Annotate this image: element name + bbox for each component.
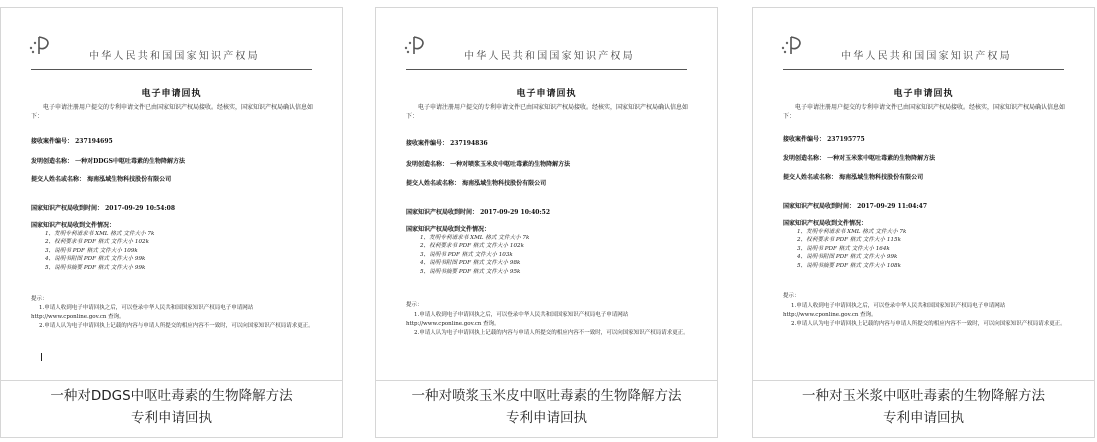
file-item: 2、权利要求书 PDF 格式 文件大小 102k <box>45 239 149 246</box>
submitter-name: 提交人姓名或名称： 海南泓域生物科技股份有限公司 <box>31 176 172 183</box>
org-name: 中华人民共和国国家知识产权局 <box>464 51 635 62</box>
file-item: 5、说明书摘要 PDF 格式 文件大小 95k <box>420 268 521 275</box>
invention-name: 发明创造名称： 一种对玉米浆中呕吐毒素的生物降解方法 <box>783 155 936 162</box>
file-list <box>797 228 906 270</box>
header-rule <box>783 69 1064 70</box>
caption-title: 一种对玉米浆中呕吐毒素的生物降解方法 <box>802 388 1045 404</box>
file-item: 2、权利要求书 PDF 格式 文件大小 102k <box>420 243 524 250</box>
cnipa-logo-icon <box>27 34 55 56</box>
receipt-card-1[interactable] <box>0 7 343 438</box>
card-caption[interactable] <box>1 385 342 429</box>
receipt-card-2[interactable] <box>375 7 718 438</box>
file-list <box>45 230 154 272</box>
file-item: 1、发明专利请求书 XML 格式 文件大小 7k <box>420 235 530 241</box>
caption-title: 一种对喷浆玉米皮中呕吐毒素的生物降解方法 <box>411 388 682 404</box>
receipt-number: 接收案件编号： 237195775 <box>783 136 865 143</box>
cnipa-logo-icon <box>779 34 807 56</box>
org-name: 中华人民共和国国家知识产权局 <box>841 51 1012 62</box>
caption-title: 一种对DDGS中呕吐毒素的生物降解方法 <box>50 388 293 404</box>
tip-2: 2.申请人认为电子申请回执上记载的内容与申请人所提交的相应内容不一致时，可以向国家知识产权局请求更正。 <box>791 321 1066 327</box>
submitter-name: 提交人姓名或名称： 海南泓域生物科技股份有限公司 <box>406 180 547 187</box>
submitter-name: 提交人姓名或名称： 海南泓域生物科技股份有限公司 <box>783 174 924 181</box>
file-item: 5、说明书摘要 PDF 格式 文件大小 99k <box>45 264 146 271</box>
header-rule <box>31 69 312 70</box>
file-item: 2、权利要求书 PDF 格式 文件大小 115k <box>797 237 901 244</box>
caption-subtitle: 专利申请回执 <box>131 410 212 426</box>
receipt-title: 电子申请回执 <box>516 89 577 99</box>
cnipa-logo-icon <box>402 34 430 56</box>
receipt-title: 电子申请回执 <box>141 89 202 99</box>
tip-2: 2.申请人认为电子申请回执上记载的内容与申请人所提交的相应内容不一致时，可以向国家知识产权局请求更正。 <box>39 323 314 329</box>
files-heading: 国家知识产权局收到文件情况： <box>783 220 868 227</box>
files-heading: 国家知识产权局收到文件情况： <box>31 222 116 229</box>
receipt-intro: 电子申请注册用户提交的专利申请文件已由国家知识产权局接收。经核实，国家知识产权局确认信息如下： <box>31 104 314 120</box>
file-list <box>420 234 529 276</box>
org-name: 中华人民共和国国家知识产权局 <box>89 51 260 62</box>
file-item: 1、发明专利请求书 XML 格式 文件大小 7k <box>45 231 155 237</box>
file-item: 3、说明书 PDF 格式 文件大小 164k <box>797 245 890 252</box>
tip-1: 1.申请人收到电子申请回执之后，可以登录中华人民共和国国家知识产权局电子申请网站 http://www.cponline.gov.cn 查询。 <box>783 303 1006 318</box>
file-item: 4、说明书附图 PDF 格式 文件大小 98k <box>420 260 521 267</box>
receipt-intro: 电子申请注册用户提交的专利申请文件已由国家知识产权局接收。经核实，国家知识产权局确认信息如下： <box>406 104 689 120</box>
file-item: 1、发明专利请求书 XML 格式 文件大小 7k <box>797 229 907 235</box>
receipt-document-image[interactable] <box>1 8 342 381</box>
receipt-intro: 电子申请注册用户提交的专利申请文件已由国家知识产权局接收。经核实，国家知识产权局确认信息如下： <box>783 104 1066 120</box>
file-item: 3、说明书 PDF 格式 文件大小 103k <box>420 251 513 258</box>
received-time: 国家知识产权局收到时间： 2017-09-29 10:54:08 <box>31 205 176 212</box>
received-time: 国家知识产权局收到时间： 2017-09-29 10:40:52 <box>406 209 551 216</box>
receipt-document-image[interactable] <box>753 8 1094 381</box>
files-heading: 国家知识产权局收到文件情况： <box>406 226 491 233</box>
invention-name: 发明创造名称： 一种对DDGS中呕吐毒素的生物降解方法 <box>31 158 185 165</box>
file-item: 4、说明书附图 PDF 格式 文件大小 99k <box>797 254 898 261</box>
tips-heading: 提示： <box>31 296 48 302</box>
receipt-document-image[interactable] <box>376 8 717 381</box>
card-caption[interactable] <box>376 385 717 429</box>
tips-heading: 提示： <box>783 293 800 299</box>
text-cursor <box>41 353 42 361</box>
file-item: 4、说明书附图 PDF 格式 文件大小 99k <box>45 256 146 263</box>
receipt-card-3[interactable] <box>752 7 1095 438</box>
card-caption[interactable] <box>753 385 1094 429</box>
receipt-number: 接收案件编号： 237194695 <box>31 138 113 145</box>
invention-name: 发明创造名称： 一种对喷浆玉米皮中呕吐毒素的生物降解方法 <box>406 161 571 168</box>
tip-2: 2.申请人认为电子申请回执上记载的内容与申请人所提交的相应内容不一致时，可以向国家知识产权局请求更正。 <box>414 330 689 336</box>
received-time: 国家知识产权局收到时间： 2017-09-29 11:04:47 <box>783 203 928 210</box>
receipt-number: 接收案件编号： 237194836 <box>406 140 488 147</box>
tip-1: 1.申请人收到电子申请回执之后，可以登录中华人民共和国国家知识产权局电子申请网站 http://www.cponline.gov.cn 查询。 <box>406 312 629 327</box>
caption-subtitle: 专利申请回执 <box>883 410 964 426</box>
receipt-title: 电子申请回执 <box>893 89 954 99</box>
file-item: 5、说明书摘要 PDF 格式 文件大小 108k <box>797 262 901 269</box>
file-item: 3、说明书 PDF 格式 文件大小 109k <box>45 247 138 254</box>
header-rule <box>406 69 687 70</box>
caption-subtitle: 专利申请回执 <box>506 410 587 426</box>
tips-heading: 提示： <box>406 302 423 308</box>
tip-1: 1.申请人收到电子申请回执之后，可以登录中华人民共和国国家知识产权局电子申请网站 http://www.cponline.gov.cn 查询。 <box>31 305 254 320</box>
